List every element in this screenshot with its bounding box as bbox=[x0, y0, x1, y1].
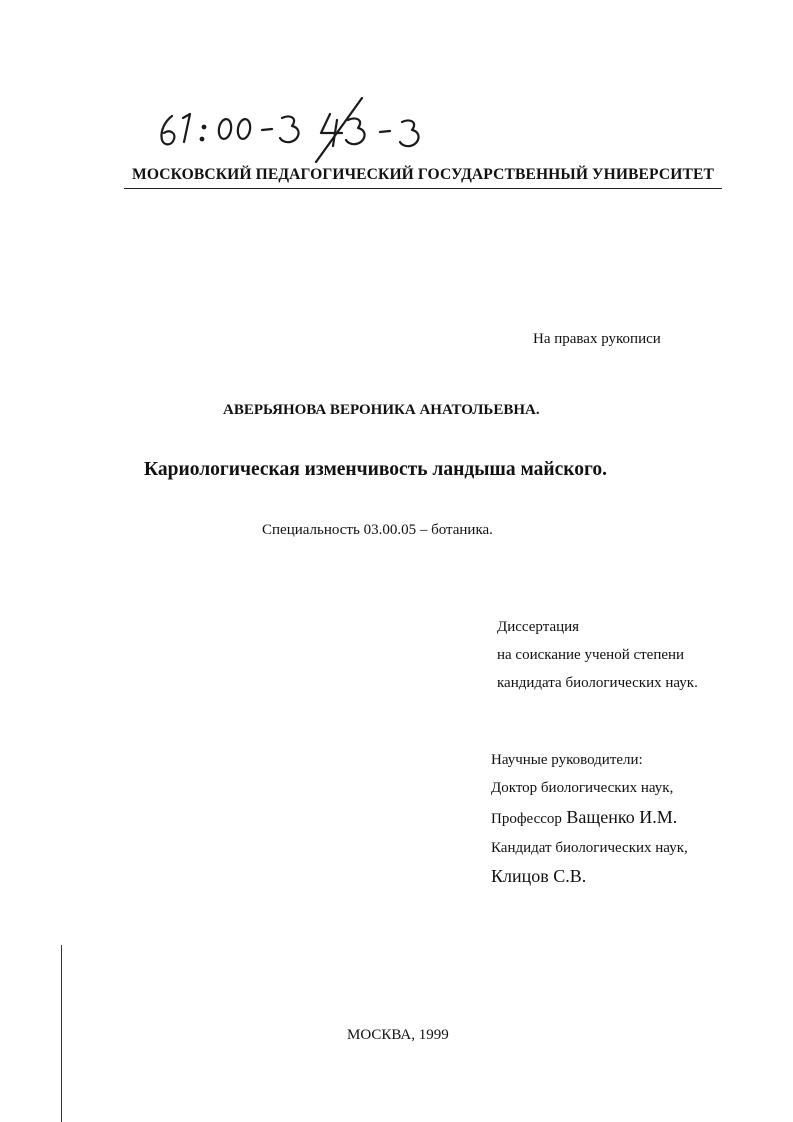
dissertation-line-2: на соискание ученой степени bbox=[497, 647, 685, 663]
city-year: МОСКВА, 1999 bbox=[347, 1027, 449, 1043]
supervisor-1-title: Профессор bbox=[491, 811, 562, 827]
supervisor-1-degree: Доктор биологических наук, bbox=[491, 780, 674, 796]
supervisor-2-degree: Кандидат биологических наук, bbox=[491, 840, 688, 856]
supervisors-heading: Научные руководители: bbox=[491, 752, 643, 768]
dissertation-block bbox=[497, 613, 698, 697]
supervisor-1-line bbox=[491, 807, 677, 828]
supervisor-2-name: Клицов С.В. bbox=[491, 866, 587, 886]
scan-margin-line bbox=[61, 945, 62, 1122]
handwritten-code-drawing bbox=[150, 96, 450, 166]
handwritten-archive-code bbox=[150, 96, 450, 166]
author-name: АВЕРЬЯНОВА ВЕРОНИКА АНАТОЛЬЕВНА. bbox=[223, 402, 540, 418]
specialty-line: Специальность 03.00.05 – ботаника. bbox=[262, 522, 493, 538]
university-name: МОСКОВСКИЙ ПЕДАГОГИЧЕСКИЙ ГОСУДАРСТВЕННЫЙ УНИВЕРСИТЕТ bbox=[132, 166, 714, 183]
dissertation-line-3: кандидата биологических наук. bbox=[497, 675, 698, 691]
supervisor-1-name: Ващенко И.М. bbox=[566, 807, 678, 827]
manuscript-rights-note: На правах рукописи bbox=[533, 331, 661, 347]
thesis-title: Кариологическая изменчивость ландыша майского. bbox=[144, 459, 608, 480]
dissertation-line-1: Диссертация bbox=[497, 619, 580, 635]
university-underline bbox=[124, 188, 722, 189]
